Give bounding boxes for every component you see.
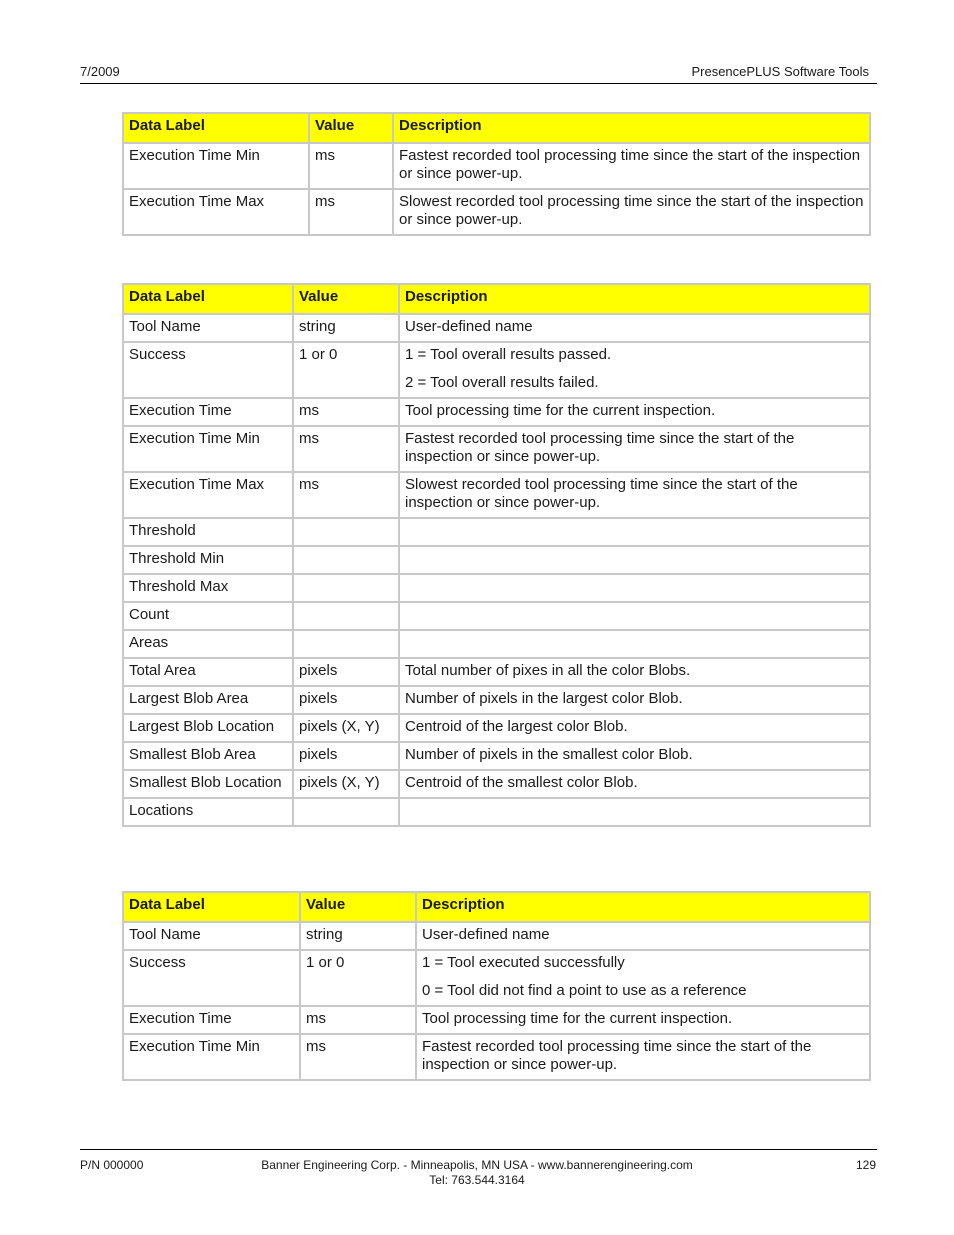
cell-data-label: Threshold Min [123, 546, 293, 574]
description-paragraph: Fastest recorded tool processing time since the start of the inspection or since power-up. [422, 1038, 812, 1073]
footer-rule [80, 1149, 877, 1150]
header-title: PresencePLUS Software Tools [691, 64, 869, 79]
table-row [123, 1006, 870, 1034]
table-row [123, 472, 870, 518]
cell-data-label: Threshold Max [123, 574, 293, 602]
cell-data-label: Success [123, 950, 300, 1006]
cell-data-label: Tool Name [123, 314, 293, 342]
description-paragraph: Tool processing time for the current inspection. [422, 1010, 733, 1027]
cell-data-label: Largest Blob Location [123, 714, 293, 742]
cell-value: 1 or 0 [293, 342, 399, 398]
cell-value: ms [293, 398, 399, 426]
cell-description [399, 742, 870, 770]
cell-description [393, 189, 870, 235]
cell-value [293, 518, 399, 546]
cell-value: ms [300, 1006, 416, 1034]
column-header-data-label: Data Label [123, 113, 309, 143]
cell-data-label: Threshold [123, 518, 293, 546]
description-paragraph: Tool processing time for the current inspection. [405, 402, 716, 419]
table-row [123, 189, 870, 235]
column-header-description: Description [416, 892, 870, 922]
cell-value [293, 546, 399, 574]
cell-value [293, 574, 399, 602]
description-paragraph: Number of pixels in the largest color Blob. [405, 690, 683, 707]
description-paragraph: Fastest recorded tool processing time since the start of the inspection or since power-up. [405, 430, 795, 465]
table-row [123, 574, 870, 602]
cell-description [416, 950, 870, 1006]
cell-value: string [300, 922, 416, 950]
table-row [123, 770, 870, 798]
footer-phone: Tel: 763.544.3164 [429, 1173, 525, 1187]
table-row [123, 398, 870, 426]
cell-description [416, 1006, 870, 1034]
cell-description [399, 342, 870, 398]
cell-data-label: Locations [123, 798, 293, 826]
column-header-description: Description [399, 284, 870, 314]
table-row [123, 426, 870, 472]
cell-description [399, 714, 870, 742]
header-rule [80, 83, 877, 84]
description-paragraph: Slowest recorded tool processing time since the start of the inspection or since power-up. [399, 193, 864, 228]
cell-description [399, 798, 870, 826]
cell-data-label: Smallest Blob Location [123, 770, 293, 798]
footer-page-number: 129 [855, 1158, 876, 1172]
cell-value [293, 630, 399, 658]
cell-description [399, 630, 870, 658]
description-paragraph: User-defined name [422, 926, 550, 943]
table-row [123, 742, 870, 770]
cell-value: ms [293, 426, 399, 472]
column-header-data-label: Data Label [123, 284, 293, 314]
cell-data-label: Execution Time Max [123, 189, 309, 235]
cell-description [399, 602, 870, 630]
cell-description [416, 1034, 870, 1080]
table-row [123, 314, 870, 342]
description-paragraph: 1 = Tool executed successfully [422, 954, 625, 971]
table-row [123, 518, 870, 546]
table-row [123, 630, 870, 658]
description-paragraph: Number of pixels in the smallest color Blob. [405, 746, 693, 763]
cell-value: pixels [293, 686, 399, 714]
cell-value: ms [309, 143, 393, 189]
footer-contact [0, 1158, 954, 1188]
cell-value: pixels (X, Y) [293, 770, 399, 798]
cell-value: string [293, 314, 399, 342]
cell-description [399, 314, 870, 342]
description-paragraph: 2 = Tool overall results failed. [405, 374, 599, 391]
data-table-2 [122, 283, 871, 827]
cell-description [399, 472, 870, 518]
description-paragraph: Centroid of the largest color Blob. [405, 718, 628, 735]
cell-value: ms [309, 189, 393, 235]
footer-company: Banner Engineering Corp. - Minneapolis, MN USA - www.bannerengineering.com [261, 1158, 693, 1172]
table-row [123, 546, 870, 574]
cell-data-label: Tool Name [123, 922, 300, 950]
footer-part-number: P/N 000000 [80, 1158, 144, 1172]
cell-data-label: Smallest Blob Area [123, 742, 293, 770]
cell-data-label: Total Area [123, 658, 293, 686]
table-row [123, 342, 870, 398]
cell-description [399, 426, 870, 472]
cell-value: 1 or 0 [300, 950, 416, 1006]
cell-data-label: Success [123, 342, 293, 398]
cell-data-label: Execution Time [123, 1006, 300, 1034]
cell-description [399, 574, 870, 602]
cell-data-label: Largest Blob Area [123, 686, 293, 714]
description-paragraph: User-defined name [405, 318, 533, 335]
column-header-description: Description [393, 113, 870, 143]
description-paragraph: Centroid of the smallest color Blob. [405, 774, 638, 791]
cell-data-label: Count [123, 602, 293, 630]
table-row [123, 922, 870, 950]
table-row [123, 686, 870, 714]
cell-description [393, 143, 870, 189]
table-row [123, 714, 870, 742]
description-paragraph: Total number of pixes in all the color Blobs. [405, 662, 691, 679]
cell-data-label: Execution Time Max [123, 472, 293, 518]
cell-description [399, 398, 870, 426]
cell-data-label: Execution Time [123, 398, 293, 426]
cell-description [399, 686, 870, 714]
cell-data-label: Areas [123, 630, 293, 658]
description-paragraph: 1 = Tool overall results passed. [405, 346, 612, 363]
cell-value [293, 798, 399, 826]
data-table-3 [122, 891, 871, 1081]
cell-value: pixels (X, Y) [293, 714, 399, 742]
column-header-value: Value [293, 284, 399, 314]
table-row [123, 143, 870, 189]
table-row [123, 950, 870, 1006]
cell-data-label: Execution Time Min [123, 1034, 300, 1080]
cell-value [293, 602, 399, 630]
cell-data-label: Execution Time Min [123, 143, 309, 189]
cell-description [399, 518, 870, 546]
description-paragraph: Fastest recorded tool processing time since the start of the inspection or since power-up. [399, 147, 861, 182]
description-paragraph: 0 = Tool did not find a point to use as a reference [422, 982, 747, 999]
cell-value: pixels [293, 658, 399, 686]
cell-value: ms [293, 472, 399, 518]
table-row [123, 602, 870, 630]
cell-description [399, 658, 870, 686]
column-header-data-label: Data Label [123, 892, 300, 922]
column-header-value: Value [300, 892, 416, 922]
table-header-row [123, 284, 870, 314]
table-row [123, 658, 870, 686]
cell-description [416, 922, 870, 950]
cell-data-label: Execution Time Min [123, 426, 293, 472]
data-table-1 [122, 112, 871, 236]
table-header-row [123, 113, 870, 143]
cell-value: ms [300, 1034, 416, 1080]
cell-description [399, 546, 870, 574]
cell-value: pixels [293, 742, 399, 770]
cell-description [399, 770, 870, 798]
table-row [123, 1034, 870, 1080]
column-header-value: Value [309, 113, 393, 143]
header-date: 7/2009 [80, 64, 120, 79]
description-paragraph: Slowest recorded tool processing time since the start of the inspection or since power-up. [405, 476, 798, 511]
table-row [123, 798, 870, 826]
table-header-row [123, 892, 870, 922]
